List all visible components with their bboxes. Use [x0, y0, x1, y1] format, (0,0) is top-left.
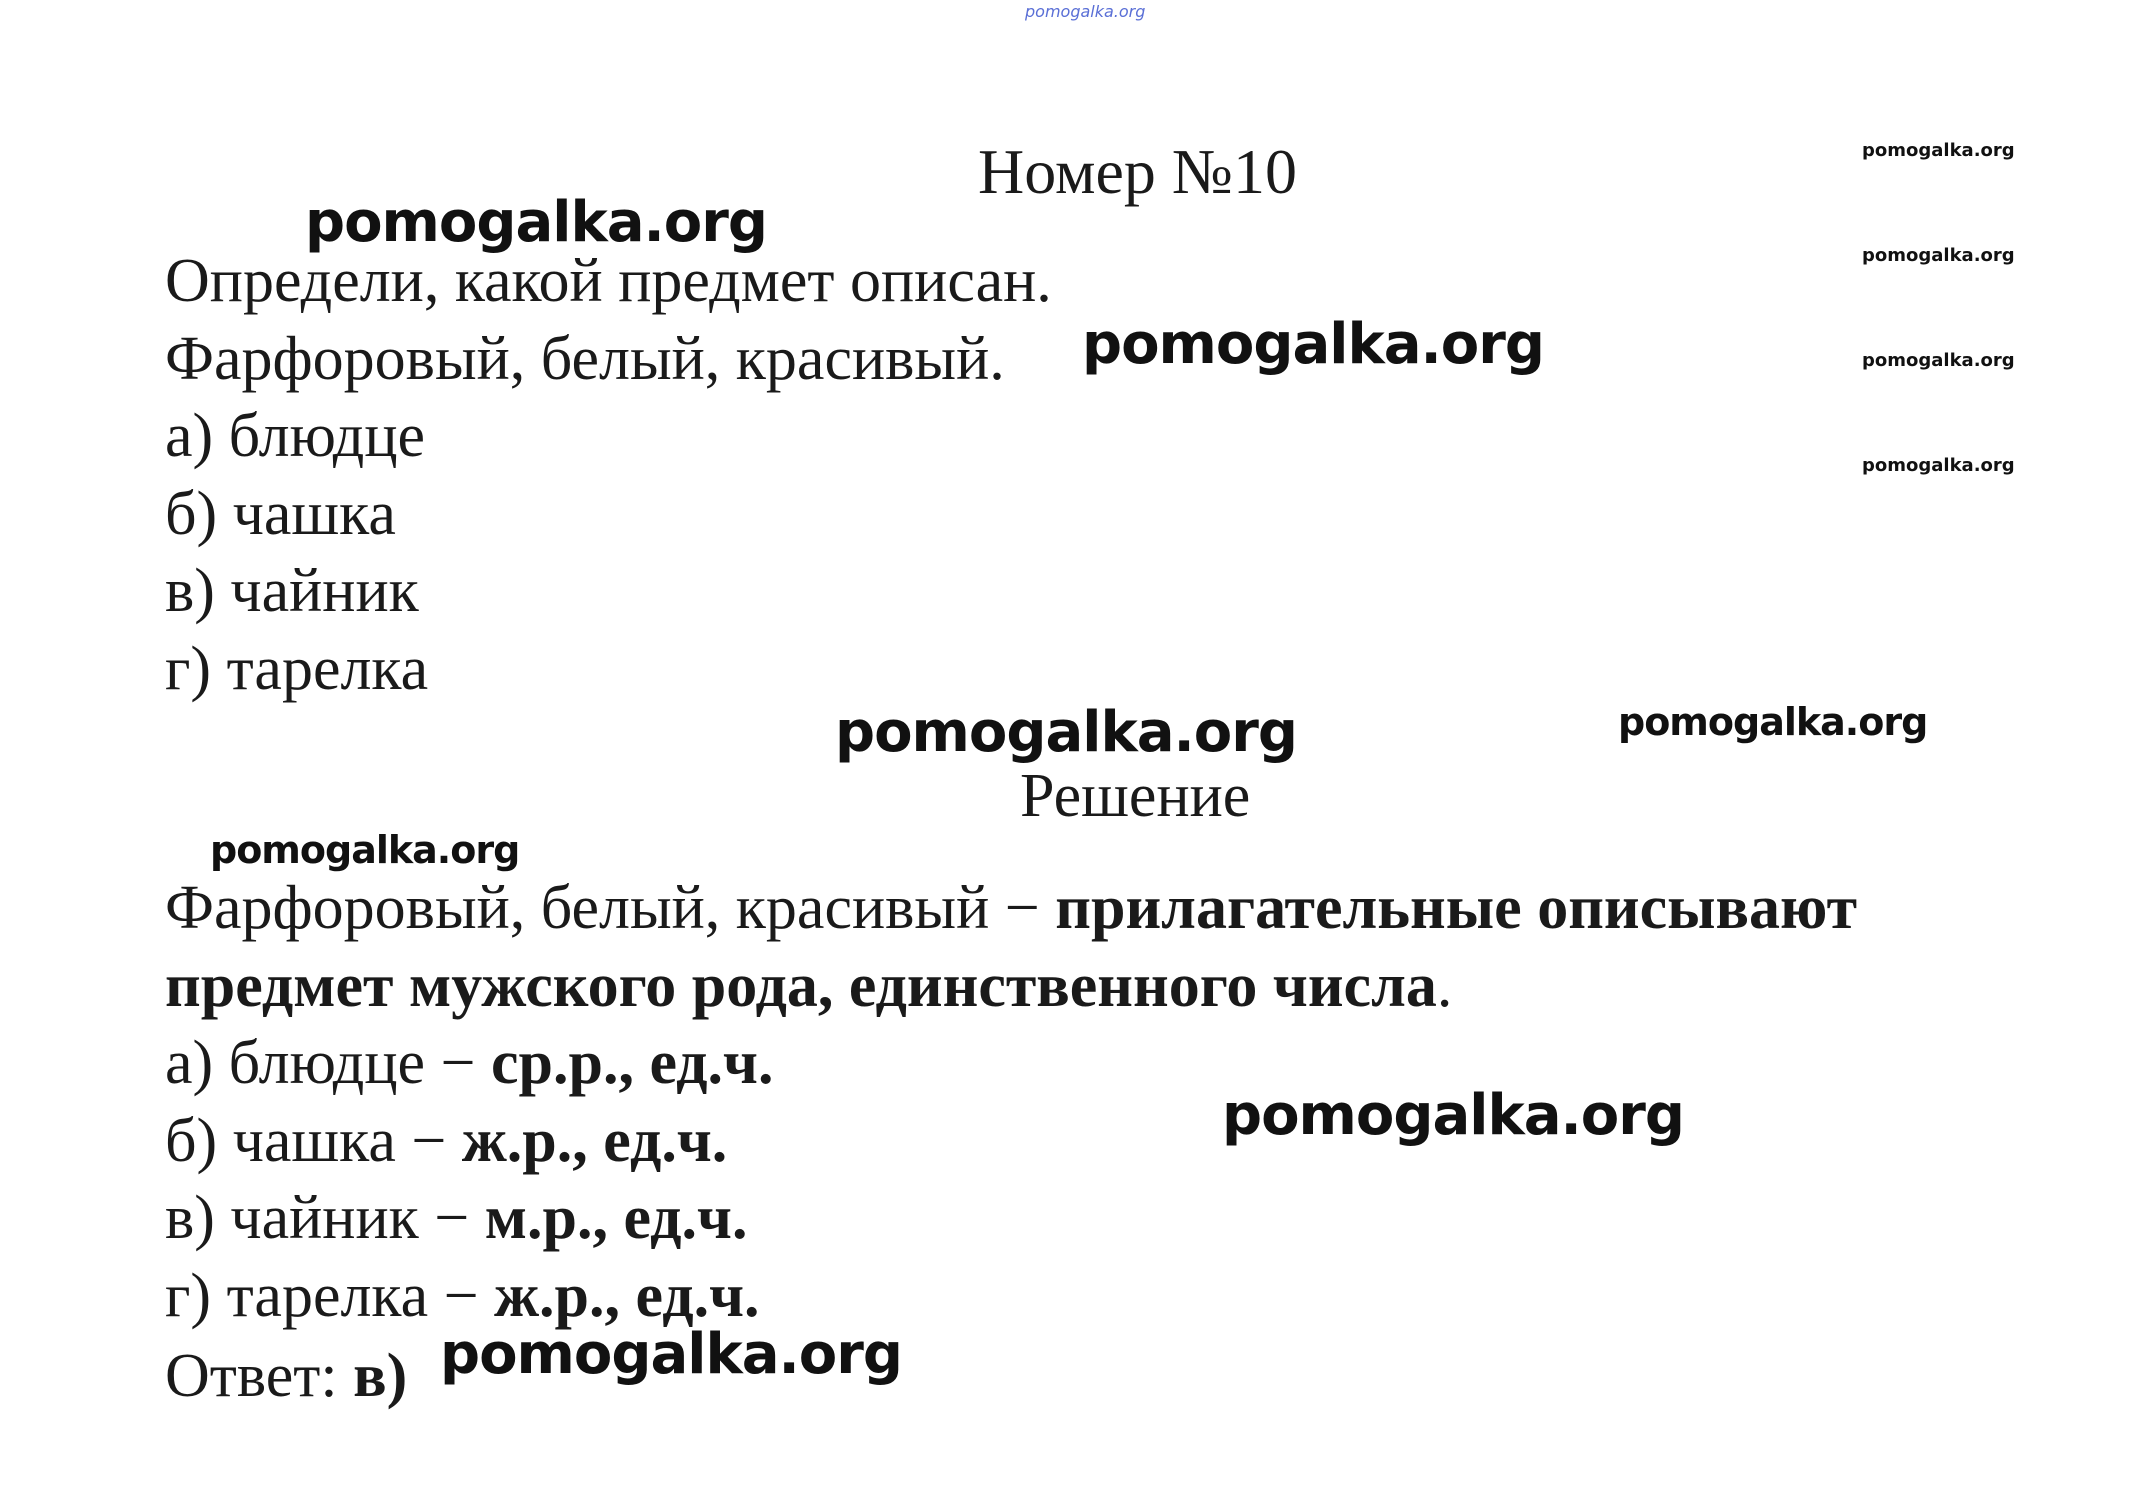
page-title: Номер №10: [978, 136, 1297, 207]
solution-line-2-text: .: [1436, 952, 1453, 1020]
watermark-top: pomogalka.org: [1025, 2, 1146, 21]
solution-option-text: г) тарелка −: [165, 1262, 495, 1330]
watermark-question: pomogalka.org: [305, 190, 767, 255]
solution-option-bold: м.р., ед.ч.: [484, 1184, 748, 1252]
watermark-right-1: pomogalka.org: [1862, 140, 2015, 161]
solution-option-text: в) чайник −: [165, 1184, 485, 1252]
solution-line-1: [165, 874, 1858, 942]
answer-value: в): [353, 1342, 408, 1410]
watermark-answer: pomogalka.org: [440, 1322, 902, 1387]
solution-line-1-bold: прилагательные описывают: [1055, 874, 1858, 942]
watermark-right-2: pomogalka.org: [1862, 245, 2015, 266]
solution-option: [165, 1262, 760, 1330]
task-option: г) тарелка: [165, 635, 429, 703]
task-option: в) чайник: [165, 557, 419, 625]
solution-option-text: а) блюдце −: [165, 1029, 491, 1097]
solution-line-2-bold: предмет мужского рода, единственного числа: [165, 952, 1437, 1020]
task-option: б) чашка: [165, 480, 396, 548]
watermark-middle-right: pomogalka.org: [1618, 700, 1928, 744]
watermark-middle: pomogalka.org: [835, 700, 1297, 765]
solution-option-bold: ср.р., ед.ч.: [490, 1029, 774, 1097]
task-option: а) блюдце: [165, 402, 426, 470]
watermark-solution: pomogalka.org: [210, 828, 520, 872]
solution-option-text: б) чашка −: [165, 1107, 462, 1175]
solution-option: [165, 1107, 728, 1175]
solution-option: [165, 1029, 774, 1097]
answer-label: Ответ:: [165, 1342, 354, 1410]
solution-option: [165, 1184, 748, 1252]
solution-line-2: [165, 952, 1453, 1020]
watermark-right-4: pomogalka.org: [1862, 455, 2015, 476]
solution-option-bold: ж.р., ед.ч.: [494, 1262, 760, 1330]
watermark-description: pomogalka.org: [1082, 312, 1544, 377]
task-description: Фарфоровый, белый, красивый.: [165, 325, 1005, 393]
solution-option-bold: ж.р., ед.ч.: [461, 1107, 728, 1175]
solution-heading: Решение: [1020, 762, 1251, 830]
task-question: Определи, какой предмет описан.: [165, 247, 1052, 315]
watermark-right-3: pomogalka.org: [1862, 350, 2015, 371]
solution-line-1-text: Фарфоровый, белый, красивый −: [165, 874, 1056, 942]
watermark-solution-right: pomogalka.org: [1222, 1083, 1684, 1148]
answer-line: [165, 1342, 408, 1410]
